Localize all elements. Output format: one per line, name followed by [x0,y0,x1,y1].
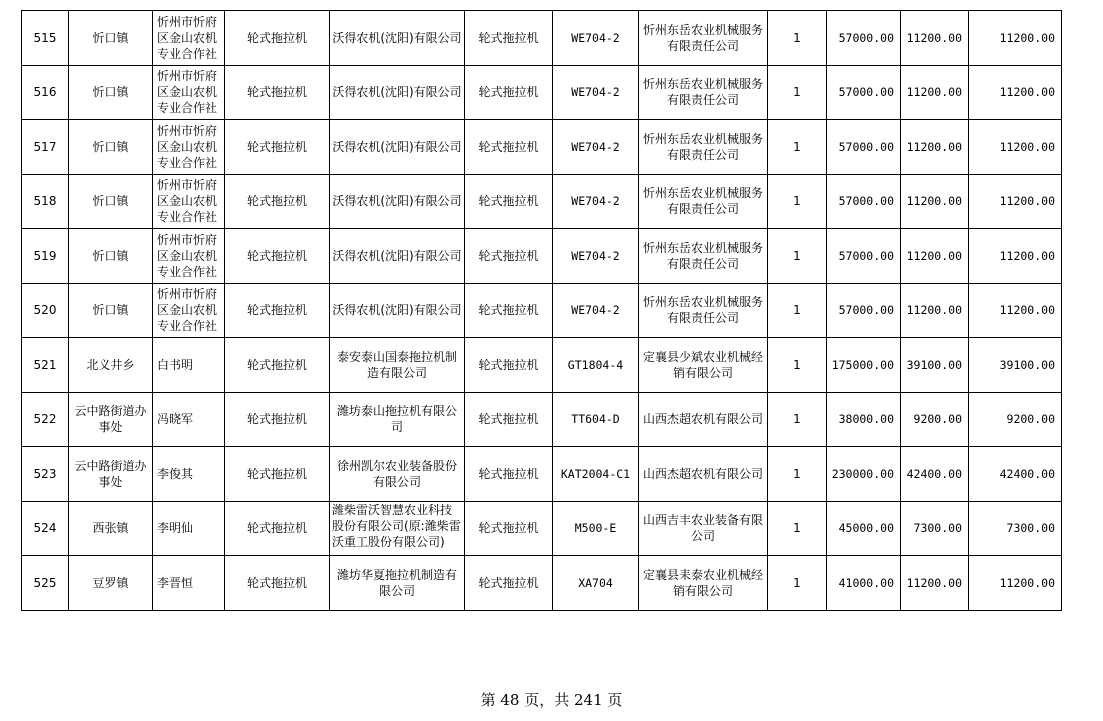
price-cell: 57000.00 [827,283,901,338]
row-number: 517 [22,120,69,175]
model-type-cell: 轮式拖拉机 [465,283,553,338]
subsidy-cell: 11200.00 [901,120,969,175]
row-number: 518 [22,174,69,229]
town-cell: 忻口镇 [69,11,153,66]
town-cell: 忻口镇 [69,65,153,120]
manufacturer-cell: 沃得农机(沈阳)有限公司 [330,174,465,229]
owner-cell: 李晋恒 [153,556,225,611]
subsidy-table [21,10,1062,611]
dealer-cell: 忻州东岳农业机械服务有限责任公司 [639,174,768,229]
quantity-cell: 1 [768,229,827,284]
subsidy-cell: 11200.00 [901,174,969,229]
model-type-cell: 轮式拖拉机 [465,447,553,502]
manufacturer-cell: 沃得农机(沈阳)有限公司 [330,11,465,66]
machine-type-cell: 轮式拖拉机 [225,283,330,338]
page-number-text: 第 48 页，共 241 页 [480,691,623,709]
quantity-cell: 1 [768,447,827,502]
machine-type-cell: 轮式拖拉机 [225,65,330,120]
price-cell: 38000.00 [827,392,901,447]
machine-type-cell: 轮式拖拉机 [225,447,330,502]
subsidy-cell: 11200.00 [901,556,969,611]
subsidy-cell: 11200.00 [901,283,969,338]
manufacturer-cell: 沃得农机(沈阳)有限公司 [330,120,465,175]
model-cell: XA704 [553,556,639,611]
row-number: 519 [22,229,69,284]
machine-type-cell: 轮式拖拉机 [225,11,330,66]
quantity-cell: 1 [768,392,827,447]
table-row [22,229,1062,284]
total-subsidy-cell: 11200.00 [969,229,1062,284]
quantity-cell: 1 [768,11,827,66]
model-cell: WE704-2 [553,120,639,175]
dealer-cell: 忻州东岳农业机械服务有限责任公司 [639,11,768,66]
row-number: 521 [22,338,69,393]
price-cell: 175000.00 [827,338,901,393]
model-type-cell: 轮式拖拉机 [465,338,553,393]
quantity-cell: 1 [768,338,827,393]
table-row [22,120,1062,175]
machine-type-cell: 轮式拖拉机 [225,229,330,284]
table-row [22,11,1062,66]
price-cell: 57000.00 [827,174,901,229]
total-subsidy-cell: 39100.00 [969,338,1062,393]
model-type-cell: 轮式拖拉机 [465,392,553,447]
price-cell: 41000.00 [827,556,901,611]
owner-cell: 李俊其 [153,447,225,502]
quantity-cell: 1 [768,65,827,120]
row-number: 525 [22,556,69,611]
model-cell: TT604-D [553,392,639,447]
total-subsidy-cell: 11200.00 [969,556,1062,611]
manufacturer-cell: 泰安泰山国泰拖拉机制造有限公司 [330,338,465,393]
town-cell: 忻口镇 [69,229,153,284]
total-subsidy-cell: 11200.00 [969,283,1062,338]
manufacturer-cell: 潍柴雷沃智慧农业科技股份有限公司(原:潍柴雷沃重工股份有限公司) [330,501,465,556]
total-subsidy-cell: 7300.00 [969,501,1062,556]
table-row [22,283,1062,338]
manufacturer-cell: 沃得农机(沈阳)有限公司 [330,65,465,120]
price-cell: 57000.00 [827,65,901,120]
model-cell: KAT2004-C1 [553,447,639,502]
machine-type-cell: 轮式拖拉机 [225,392,330,447]
subsidy-cell: 11200.00 [901,65,969,120]
quantity-cell: 1 [768,556,827,611]
dealer-cell: 山西吉丰农业装备有限公司 [639,501,768,556]
town-cell: 忻口镇 [69,174,153,229]
price-cell: 57000.00 [827,229,901,284]
machine-type-cell: 轮式拖拉机 [225,556,330,611]
model-cell: WE704-2 [553,283,639,338]
table-row [22,392,1062,447]
machine-type-cell: 轮式拖拉机 [225,120,330,175]
table-row [22,338,1062,393]
dealer-cell: 忻州东岳农业机械服务有限责任公司 [639,65,768,120]
subsidy-cell: 11200.00 [901,11,969,66]
model-type-cell: 轮式拖拉机 [465,11,553,66]
machine-type-cell: 轮式拖拉机 [225,174,330,229]
row-number: 522 [22,392,69,447]
dealer-cell: 定襄县耒泰农业机械经销有限公司 [639,556,768,611]
table-row [22,65,1062,120]
owner-cell: 白书明 [153,338,225,393]
model-type-cell: 轮式拖拉机 [465,65,553,120]
town-cell: 西张镇 [69,501,153,556]
quantity-cell: 1 [768,501,827,556]
manufacturer-cell: 潍坊泰山拖拉机有限公司 [330,392,465,447]
table-row [22,556,1062,611]
total-subsidy-cell: 11200.00 [969,11,1062,66]
total-subsidy-cell: 11200.00 [969,120,1062,175]
owner-cell: 忻州市忻府区金山农机专业合作社 [153,11,225,66]
owner-cell: 忻州市忻府区金山农机专业合作社 [153,65,225,120]
model-cell: M500-E [553,501,639,556]
owner-cell: 冯晓军 [153,392,225,447]
dealer-cell: 忻州东岳农业机械服务有限责任公司 [639,120,768,175]
model-cell: WE704-2 [553,174,639,229]
price-cell: 57000.00 [827,120,901,175]
model-cell: WE704-2 [553,65,639,120]
row-number: 520 [22,283,69,338]
total-subsidy-cell: 9200.00 [969,392,1062,447]
subsidy-cell: 11200.00 [901,229,969,284]
subsidy-cell: 7300.00 [901,501,969,556]
total-subsidy-cell: 42400.00 [969,447,1062,502]
model-type-cell: 轮式拖拉机 [465,120,553,175]
owner-cell: 忻州市忻府区金山农机专业合作社 [153,174,225,229]
town-cell: 豆罗镇 [69,556,153,611]
quantity-cell: 1 [768,120,827,175]
model-cell: WE704-2 [553,229,639,284]
row-number: 523 [22,447,69,502]
owner-cell: 忻州市忻府区金山农机专业合作社 [153,120,225,175]
manufacturer-cell: 沃得农机(沈阳)有限公司 [330,283,465,338]
subsidy-cell: 42400.00 [901,447,969,502]
town-cell: 忻口镇 [69,120,153,175]
dealer-cell: 山西杰超农机有限公司 [639,447,768,502]
manufacturer-cell: 沃得农机(沈阳)有限公司 [330,229,465,284]
total-subsidy-cell: 11200.00 [969,174,1062,229]
town-cell: 北义井乡 [69,338,153,393]
model-type-cell: 轮式拖拉机 [465,174,553,229]
price-cell: 230000.00 [827,447,901,502]
table-row [22,501,1062,556]
town-cell: 云中路街道办事处 [69,447,153,502]
model-type-cell: 轮式拖拉机 [465,501,553,556]
model-cell: WE704-2 [553,11,639,66]
table-row [22,174,1062,229]
quantity-cell: 1 [768,283,827,338]
town-cell: 云中路街道办事处 [69,392,153,447]
subsidy-cell: 39100.00 [901,338,969,393]
price-cell: 45000.00 [827,501,901,556]
row-number: 516 [22,65,69,120]
dealer-cell: 山西杰超农机有限公司 [639,392,768,447]
model-cell: GT1804-4 [553,338,639,393]
dealer-cell: 定襄县少斌农业机械经销有限公司 [639,338,768,393]
manufacturer-cell: 徐州凯尔农业装备股份有限公司 [330,447,465,502]
dealer-cell: 忻州东岳农业机械服务有限责任公司 [639,229,768,284]
quantity-cell: 1 [768,174,827,229]
row-number: 515 [22,11,69,66]
model-type-cell: 轮式拖拉机 [465,229,553,284]
subsidy-cell: 9200.00 [901,392,969,447]
table-row [22,447,1062,502]
dealer-cell: 忻州东岳农业机械服务有限责任公司 [639,283,768,338]
owner-cell: 忻州市忻府区金山农机专业合作社 [153,283,225,338]
machine-type-cell: 轮式拖拉机 [225,338,330,393]
page-footer [0,689,1103,710]
price-cell: 57000.00 [827,11,901,66]
total-subsidy-cell: 11200.00 [969,65,1062,120]
model-type-cell: 轮式拖拉机 [465,556,553,611]
owner-cell: 忻州市忻府区金山农机专业合作社 [153,229,225,284]
manufacturer-cell: 潍坊华夏拖拉机制造有限公司 [330,556,465,611]
row-number: 524 [22,501,69,556]
owner-cell: 李明仙 [153,501,225,556]
town-cell: 忻口镇 [69,283,153,338]
machine-type-cell: 轮式拖拉机 [225,501,330,556]
